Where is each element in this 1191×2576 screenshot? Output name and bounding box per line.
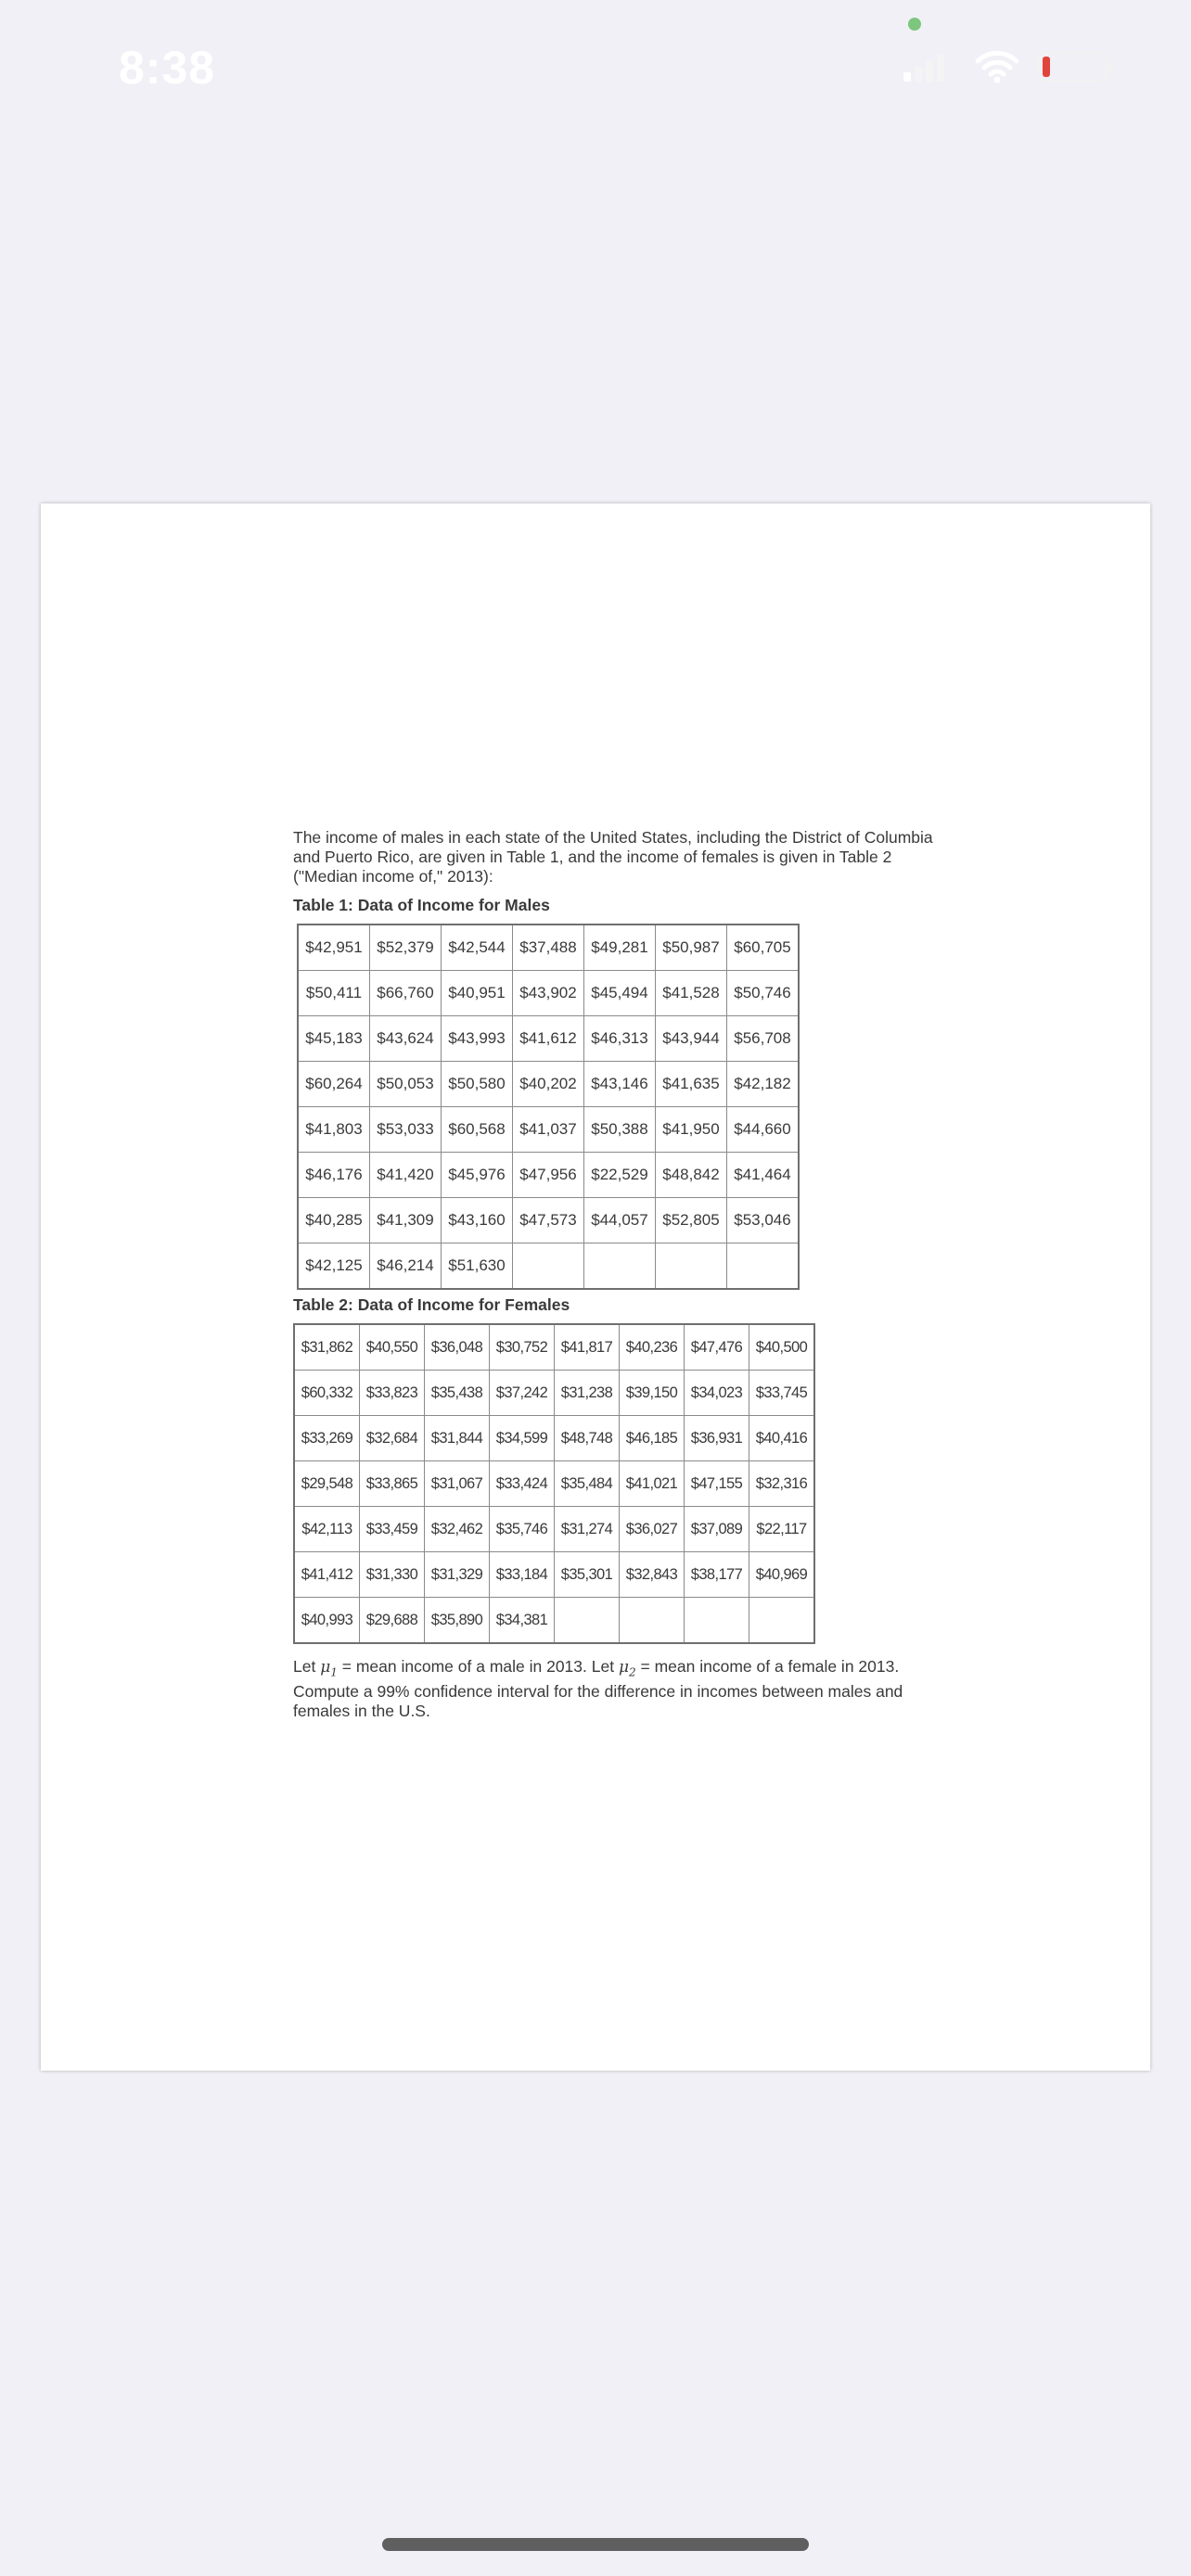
mu-1-subscript: 1 [330,1665,338,1679]
table-cell: $35,746 [490,1507,555,1552]
table-cell: $31,274 [555,1507,620,1552]
table-cell: $34,599 [490,1416,555,1461]
table-cell: $40,951 [442,971,513,1016]
question-text-1: = mean income of a male in 2013. Let [337,1657,619,1676]
table-cell: $22,529 [584,1153,656,1198]
table-cell: $32,316 [749,1461,815,1507]
table2-caption: Table 2: Data of Income for Females [293,1295,570,1314]
table-cell [584,1243,656,1290]
table-cell: $47,155 [685,1461,749,1507]
table-cell: $45,494 [584,971,656,1016]
table-cell: $44,057 [584,1198,656,1243]
female-income-table [293,1323,815,1644]
table-cell: $43,993 [442,1016,513,1062]
table-cell: $40,969 [749,1552,815,1598]
table-row [294,1598,814,1644]
table-cell: $41,021 [620,1461,685,1507]
table-cell: $31,862 [294,1324,360,1371]
table-cell: $46,185 [620,1416,685,1461]
table-cell: $49,281 [584,925,656,971]
table-cell: $41,612 [513,1016,584,1062]
table-cell: $34,023 [685,1371,749,1416]
table-cell: $32,843 [620,1552,685,1598]
table-row [294,1416,814,1461]
table-cell: $43,160 [442,1198,513,1243]
table-cell: $36,027 [620,1507,685,1552]
table-cell: $47,956 [513,1153,584,1198]
table-cell: $42,544 [442,925,513,971]
table-cell: $53,033 [370,1107,442,1153]
table-cell: $43,944 [656,1016,727,1062]
table-cell: $43,624 [370,1016,442,1062]
table-cell [620,1598,685,1644]
intro-paragraph: The income of males in each state of the United States, including the District of Columbia and Puerto Rico, are given in Table 1, and the income of females is given in Table 2 ("Median income of," 2013): [293,828,933,886]
table-cell: $50,580 [442,1062,513,1107]
table-row [298,1107,799,1153]
table-row [298,1243,799,1290]
table-cell: $33,459 [360,1507,425,1552]
table-cell: $31,844 [425,1416,490,1461]
table-cell: $33,424 [490,1461,555,1507]
mu-2-symbol [619,1658,636,1677]
battery-icon [1037,50,1115,83]
table-cell: $36,931 [685,1416,749,1461]
wifi-icon [974,48,1020,85]
table-cell: $29,688 [360,1598,425,1644]
table-cell: $50,746 [727,971,800,1016]
table-cell: $31,238 [555,1371,620,1416]
table-cell [656,1243,727,1290]
table-cell: $47,476 [685,1324,749,1371]
table1-caption: Table 1: Data of Income for Males [293,896,550,914]
table-cell [685,1598,749,1644]
table-cell: $41,412 [294,1552,360,1598]
table-row [298,1153,799,1198]
table-cell: $35,438 [425,1371,490,1416]
table-cell: $41,420 [370,1153,442,1198]
table-cell: $41,037 [513,1107,584,1153]
table-cell: $40,285 [298,1198,370,1243]
table-cell: $47,573 [513,1198,584,1243]
table-cell: $53,046 [727,1198,800,1243]
home-indicator[interactable] [382,2538,809,2551]
table-cell: $52,805 [656,1198,727,1243]
table-cell: $50,053 [370,1062,442,1107]
table-cell: $51,630 [442,1243,513,1290]
table-cell: $41,528 [656,971,727,1016]
table-cell: $46,313 [584,1016,656,1062]
table-row [298,1016,799,1062]
table-cell: $40,416 [749,1416,815,1461]
table-cell: $42,125 [298,1243,370,1290]
table-cell: $48,842 [656,1153,727,1198]
table-row [298,1062,799,1107]
table-cell: $32,684 [360,1416,425,1461]
question-let-1: Let [293,1657,321,1676]
table-row [298,925,799,971]
table-cell: $50,987 [656,925,727,971]
table-cell: $40,202 [513,1062,584,1107]
table-cell: $56,708 [727,1016,800,1062]
document-page[interactable] [41,504,1150,2071]
table-cell [513,1243,584,1290]
table-cell: $46,214 [370,1243,442,1290]
privacy-indicator-dot [908,18,921,31]
table-cell: $35,890 [425,1598,490,1644]
question-paragraph [293,1657,942,1721]
table-cell: $42,951 [298,925,370,971]
table-cell: $60,332 [294,1371,360,1416]
table-cell: $43,146 [584,1062,656,1107]
table-cell: $48,748 [555,1416,620,1461]
table-cell [749,1598,815,1644]
status-time: 8:38 [119,42,216,94]
table-cell: $60,264 [298,1062,370,1107]
table-cell: $33,745 [749,1371,815,1416]
table-row [298,1198,799,1243]
table-cell: $37,089 [685,1507,749,1552]
mu-2: μ [618,1658,629,1677]
table-cell: $45,183 [298,1016,370,1062]
table-row [294,1507,814,1552]
table-cell: $35,484 [555,1461,620,1507]
table-cell: $33,823 [360,1371,425,1416]
table-cell: $31,329 [425,1552,490,1598]
table-cell: $33,184 [490,1552,555,1598]
cellular-signal-icon [902,48,948,85]
table-cell: $34,381 [490,1598,555,1644]
table-cell: $41,464 [727,1153,800,1198]
table-cell: $46,176 [298,1153,370,1198]
mu-1: μ [320,1658,331,1677]
table-cell: $40,993 [294,1598,360,1644]
table-cell: $43,902 [513,971,584,1016]
table-cell: $39,150 [620,1371,685,1416]
table-cell: $42,182 [727,1062,800,1107]
table-cell: $41,309 [370,1198,442,1243]
table-cell: $29,548 [294,1461,360,1507]
table-cell [555,1598,620,1644]
table-cell: $33,269 [294,1416,360,1461]
table-cell: $30,752 [490,1324,555,1371]
table-row [294,1324,814,1371]
mu-2-subscript: 2 [629,1665,636,1679]
table-cell: $60,705 [727,925,800,971]
table-row [294,1552,814,1598]
table-cell: $50,388 [584,1107,656,1153]
table-cell: $40,500 [749,1324,815,1371]
table-cell [727,1243,800,1290]
question-text-2: = mean income of a female in 2013. Compute a 99% confidence interval for the difference in incomes between males and females in the U.S. [293,1657,903,1721]
table-cell: $42,113 [294,1507,360,1552]
table-cell: $52,379 [370,925,442,971]
table-row [294,1371,814,1416]
table-row [298,971,799,1016]
table-cell: $40,550 [360,1324,425,1371]
mu-1-symbol [320,1658,338,1677]
table-cell: $36,048 [425,1324,490,1371]
table-cell: $31,067 [425,1461,490,1507]
table-cell: $50,411 [298,971,370,1016]
table-cell: $31,330 [360,1552,425,1598]
table-cell: $37,488 [513,925,584,971]
table-row [294,1461,814,1507]
table-cell: $38,177 [685,1552,749,1598]
table-cell: $44,660 [727,1107,800,1153]
table-cell: $22,117 [749,1507,815,1552]
table-cell: $41,950 [656,1107,727,1153]
document-content [293,828,942,1721]
table-cell: $41,803 [298,1107,370,1153]
table-cell: $35,301 [555,1552,620,1598]
table-cell: $32,462 [425,1507,490,1552]
table-cell: $41,817 [555,1324,620,1371]
table-cell: $37,242 [490,1371,555,1416]
table-cell: $33,865 [360,1461,425,1507]
table-cell: $60,568 [442,1107,513,1153]
table-cell: $45,976 [442,1153,513,1198]
table-cell: $66,760 [370,971,442,1016]
battery-level-fill [1043,57,1050,77]
table-cell: $40,236 [620,1324,685,1371]
table-cell: $41,635 [656,1062,727,1107]
male-income-table [297,924,800,1290]
